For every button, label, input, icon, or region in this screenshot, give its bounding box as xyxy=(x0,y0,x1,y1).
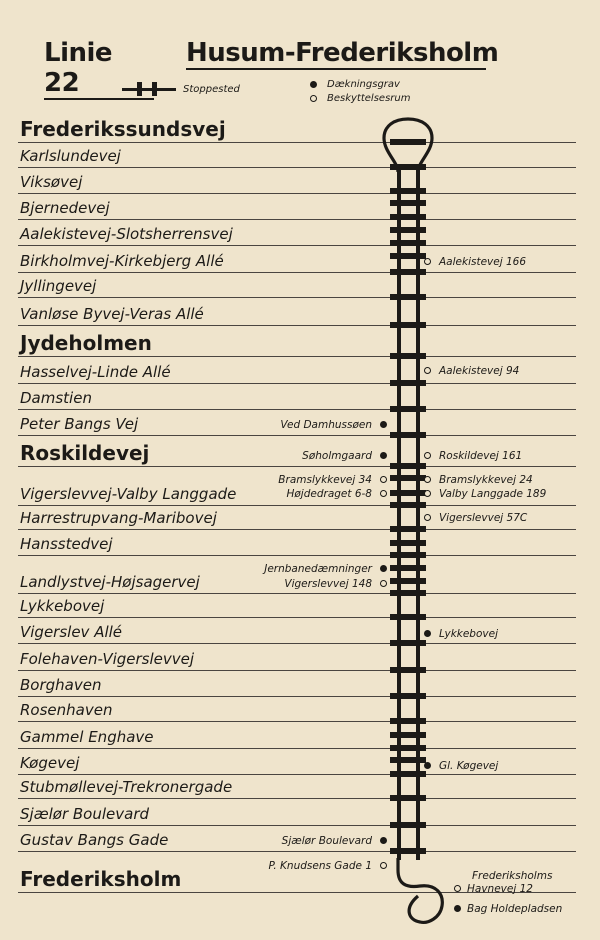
stop-name: Vigerslevvej-Valby Langgade xyxy=(20,485,237,503)
filled-shelter-icon xyxy=(424,762,431,769)
shelter-label: Bramslykkevej 24 xyxy=(439,474,533,486)
shelter-label: Vigerslevvej 148 xyxy=(284,578,372,590)
track-tie xyxy=(390,353,426,359)
stop-name: Harrestrupvang-Maribovej xyxy=(20,509,217,527)
stop-row xyxy=(18,646,576,671)
track-tie xyxy=(390,822,426,828)
hollow-shelter-icon xyxy=(424,452,431,459)
stop-name: Hasselvej-Linde Allé xyxy=(20,363,171,381)
filled-shelter-icon xyxy=(454,905,461,912)
track-tie xyxy=(390,552,426,558)
filled-shelter-icon xyxy=(380,421,387,428)
stop-name: Bjernedevej xyxy=(20,199,110,217)
legend-shelter-hollow-label: Beskyttelsesrum xyxy=(327,93,411,104)
filled-shelter-icon xyxy=(380,565,387,572)
track-tie xyxy=(390,227,426,233)
stop-row xyxy=(18,301,576,326)
stop-name: Borghaven xyxy=(20,676,102,694)
stop-name: Jyllingevej xyxy=(20,277,97,295)
track-tie xyxy=(390,240,426,246)
hollow-shelter-icon xyxy=(310,95,317,102)
shelter-label: Vigerslevvej 57C xyxy=(439,512,528,524)
shelter-label: Ved Damhussøen xyxy=(280,419,372,431)
stop-row xyxy=(18,143,576,168)
shelter-label: Roskildevej 161 xyxy=(439,450,523,462)
stop-name: Stubmøllevej-Trekronergade xyxy=(20,778,233,796)
track-tie xyxy=(390,578,426,584)
stop-name: Roskildevej xyxy=(20,441,150,465)
track-tie xyxy=(390,640,426,646)
stop-row xyxy=(18,273,576,298)
stop-name: Landlystvej-Højsagervej xyxy=(20,573,200,591)
stop-name: Jydeholmen xyxy=(20,331,152,355)
filled-shelter-icon xyxy=(310,81,317,88)
track-tie xyxy=(390,188,426,194)
track-tie xyxy=(390,253,426,259)
stop-name: Vigerslev Allé xyxy=(20,623,123,641)
filled-shelter-icon xyxy=(424,630,431,637)
route-title: Husum-Frederiksholm xyxy=(186,38,499,68)
shelter-label: Aalekistevej 166 xyxy=(439,256,527,268)
track-tie xyxy=(390,406,426,412)
hollow-shelter-icon xyxy=(380,862,387,869)
stop-name: Damstien xyxy=(20,389,92,407)
track-tie xyxy=(390,614,426,620)
shelter-label: Bramslykkevej 34 xyxy=(278,474,372,486)
shelter-label: P. Knudsens Gade 1 xyxy=(268,860,372,872)
hollow-shelter-icon xyxy=(424,258,431,265)
legend-stop-label: Stoppested xyxy=(183,84,240,95)
hollow-shelter-icon xyxy=(380,580,387,587)
stop-row xyxy=(18,672,576,697)
stop-row xyxy=(18,326,576,357)
track-tie xyxy=(390,269,426,275)
stop-name: Gustav Bangs Gade xyxy=(20,831,169,849)
stop-name: Frederiksholm xyxy=(20,867,182,891)
track-tie xyxy=(390,540,426,546)
track-tie xyxy=(390,322,426,328)
track-tie xyxy=(390,526,426,532)
stop-name: Vanløse Byvej-Veras Allé xyxy=(20,305,204,323)
track-tie xyxy=(390,745,426,751)
track-tie xyxy=(390,590,426,596)
stop-name: Frederikssundsvej xyxy=(20,117,226,141)
stop-row xyxy=(18,385,576,410)
stop-name: Køgevej xyxy=(20,754,80,772)
track-tie xyxy=(390,432,426,438)
hollow-shelter-icon xyxy=(424,476,431,483)
hollow-shelter-icon xyxy=(454,885,461,892)
track-tie xyxy=(390,200,426,206)
shelter-label: Havnevej 12 xyxy=(467,883,533,895)
track-tie xyxy=(390,380,426,386)
track-tie xyxy=(390,732,426,738)
shelter-label: Frederiksholms xyxy=(472,870,553,882)
stop-row xyxy=(18,697,576,722)
stop-name: Hansstedvej xyxy=(20,535,113,553)
shelter-label: Gl. Køgevej xyxy=(439,760,499,772)
stop-row xyxy=(18,531,576,556)
stop-name: Lykkebovej xyxy=(20,597,105,615)
track-tie xyxy=(390,475,426,481)
stop-row xyxy=(18,801,576,826)
filled-shelter-icon xyxy=(380,452,387,459)
stop-row xyxy=(18,169,576,194)
track-tie xyxy=(390,214,426,220)
stop-row xyxy=(18,221,576,246)
stop-row xyxy=(18,724,576,749)
track-tie xyxy=(390,771,426,777)
track-tie xyxy=(390,294,426,300)
track-tie xyxy=(390,565,426,571)
track-tie xyxy=(390,718,426,724)
track-tie xyxy=(390,693,426,699)
filled-shelter-icon xyxy=(380,837,387,844)
legend-shelter-filled-label: Dækningsgrav xyxy=(327,79,400,90)
hollow-shelter-icon xyxy=(424,490,431,497)
hollow-shelter-icon xyxy=(380,476,387,483)
shelter-label: Søholmgaard xyxy=(302,450,372,462)
stop-name: Rosenhaven xyxy=(20,701,113,719)
track-tie xyxy=(390,757,426,763)
hollow-shelter-icon xyxy=(380,490,387,497)
stop-name: Folehaven-Vigerslevvej xyxy=(20,650,195,668)
track-tie xyxy=(390,139,426,145)
shelter-label: Bag Holdepladsen xyxy=(467,903,563,915)
shelter-label: Højdedraget 6-8 xyxy=(286,488,372,500)
stop-name: Birkholmvej-Kirkebjerg Allé xyxy=(20,252,224,270)
track-tie xyxy=(390,848,426,854)
track-tie xyxy=(390,490,426,496)
stop-name: Aalekistevej-Slotsherrensvej xyxy=(20,225,233,243)
hollow-shelter-icon xyxy=(424,367,431,374)
shelter-label: Sjælør Boulevard xyxy=(281,835,372,847)
line-number-title: Linie 22 xyxy=(44,38,154,100)
stop-symbol-icon xyxy=(120,80,178,98)
track-tie xyxy=(390,502,426,508)
track-tie xyxy=(390,667,426,673)
stop-row xyxy=(18,593,576,618)
track-tie xyxy=(390,795,426,801)
stop-name: Gammel Enghave xyxy=(20,728,154,746)
stop-row xyxy=(18,112,576,143)
stop-row xyxy=(18,195,576,220)
shelter-label: Jernbanedæmninger xyxy=(264,563,372,575)
stop-name: Sjælør Boulevard xyxy=(20,805,150,823)
turnaround-loop-bottom xyxy=(380,858,460,928)
stop-row xyxy=(18,774,576,799)
stop-name: Karlslundevej xyxy=(20,147,121,165)
track-tie xyxy=(390,164,426,170)
stop-name: Peter Bangs Vej xyxy=(20,415,139,433)
hollow-shelter-icon xyxy=(424,514,431,521)
stop-name: Viksøvej xyxy=(20,173,83,191)
shelter-label: Aalekistevej 94 xyxy=(439,365,520,377)
shelter-label: Valby Langgade 189 xyxy=(439,488,547,500)
track-tie xyxy=(390,463,426,469)
shelter-label: Lykkebovej xyxy=(439,628,498,640)
